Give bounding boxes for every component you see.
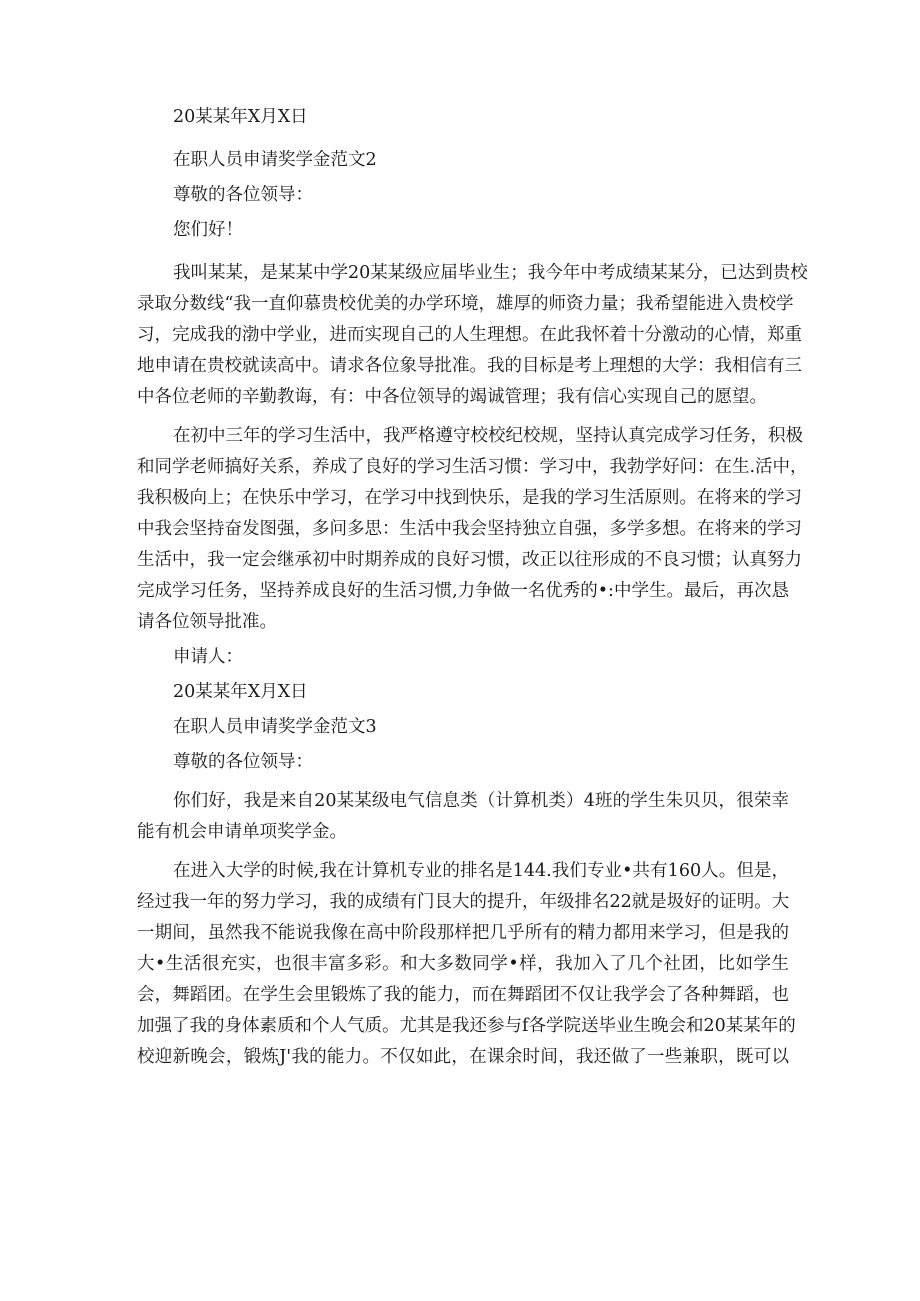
paragraph-line: 在进入大学的时候,我在计算机专业的排名是144.我们专业•共有160人。但是， [173,861,789,881]
section-title-3: 在职人员申请奖学金范文3 [173,717,377,737]
paragraph-line: 你们好，我是来自20某某级电气信息类（计算机类）4班的学生朱贝贝，很荣幸 [173,791,789,811]
paragraph-university-life [137,856,796,1073]
paragraph-line: 生活中，我一定会继承初中时期养成的良好习惯，改正以往形成的不良习惯；认真努力 [137,550,802,570]
paragraph-introduction [137,786,789,848]
paragraph-line: 习，完成我的渤中学业，进而实现自己的人生理想。在此我怀着十分激动的心情，郑重 [137,325,802,345]
paragraph-line: 加强了我的身体素质和个人气质。尤其是我还参与f各学院送毕业生晚会和20某某年的 [137,1016,796,1036]
paragraph-line: 会，舞蹈团。在学生会里锻炼了我的能力，而在舞蹈团不仅让我学会了各种舞蹈，也 [137,985,789,1005]
paragraph-line: 能有机会申请单项奖学金。 [137,822,347,842]
date-line: 20某某年X月X日 [173,107,308,127]
paragraph-line: 我积极向上；在快乐中学习，在学习中找到快乐，是我的学习生活原则。在将来的学习 [137,488,802,508]
applicant-label: 申请人： [173,647,243,667]
paragraph-line: 和同学老师搞好关系，养成了良好的学习生活习惯：学习中，我勃学好问：在生.活中， [137,457,808,477]
paragraph-line: 大•生活很充实，也很丰富多彩。和大多数同学•样，我加入了几个社团，比如学生 [137,954,789,974]
paragraph-line: 中我会坚持奋发图强，多问多思：生活中我会坚持独立自强，多学多想。在将来的学习 [137,519,802,539]
salutation: 尊敬的各位领导： [173,185,313,205]
paragraph-study-life [137,421,808,638]
paragraph-line: 中各位老师的辛勤教诲，有：中各位领导的竭诚管理；我有信心实现自己的愿望。 [137,387,767,407]
date-line: 20某某年X月X日 [173,682,308,702]
greeting: 您们好！ [173,220,243,240]
paragraph-line: 经过我一年的努力学习，我的成绩有门艮大的提升，年级排名22就是圾好的证明。大 [137,892,790,912]
paragraph-intro [137,258,808,413]
section-title-2: 在职人员申请奖学金范文2 [173,150,377,170]
paragraph-line: 一期间，虽然我不能说我像在高中阶段那样把几乎所有的精力都用来学习，但是我的 [137,923,789,943]
paragraph-line: 地申请在贵校就读高中。请求各位象导批准。我的目标是考上理想的大学：我相信有三 [137,356,802,376]
paragraph-line: 请各位领导批准。 [137,612,277,632]
paragraph-line: 录取分数线“我一直仰慕贵校优美的办学环境，雄厚的师资力量；我希望能进入贵校学 [137,294,794,314]
paragraph-line: 我叫某某，是某某中学20某某级应届毕业生；我今年中考成绩某某分，已达到贵校 [173,263,808,283]
paragraph-line: 完成学习任务，坚持养成良好的生活习惯,力争做一名优秀的•:中学生。最后，再次恳 [137,581,789,601]
paragraph-line: 在初中三年的学习生活中，我严格遵守校校纪校规，坚持认真完成学习任务，积极 [173,426,803,446]
paragraph-line: 校迎新晚会，锻炼J'我的能力。不仅如此，在课余时间，我还做了一些兼职，既可以 [137,1047,789,1067]
salutation: 尊敬的各位领导： [173,752,313,772]
document-body [137,102,808,1073]
